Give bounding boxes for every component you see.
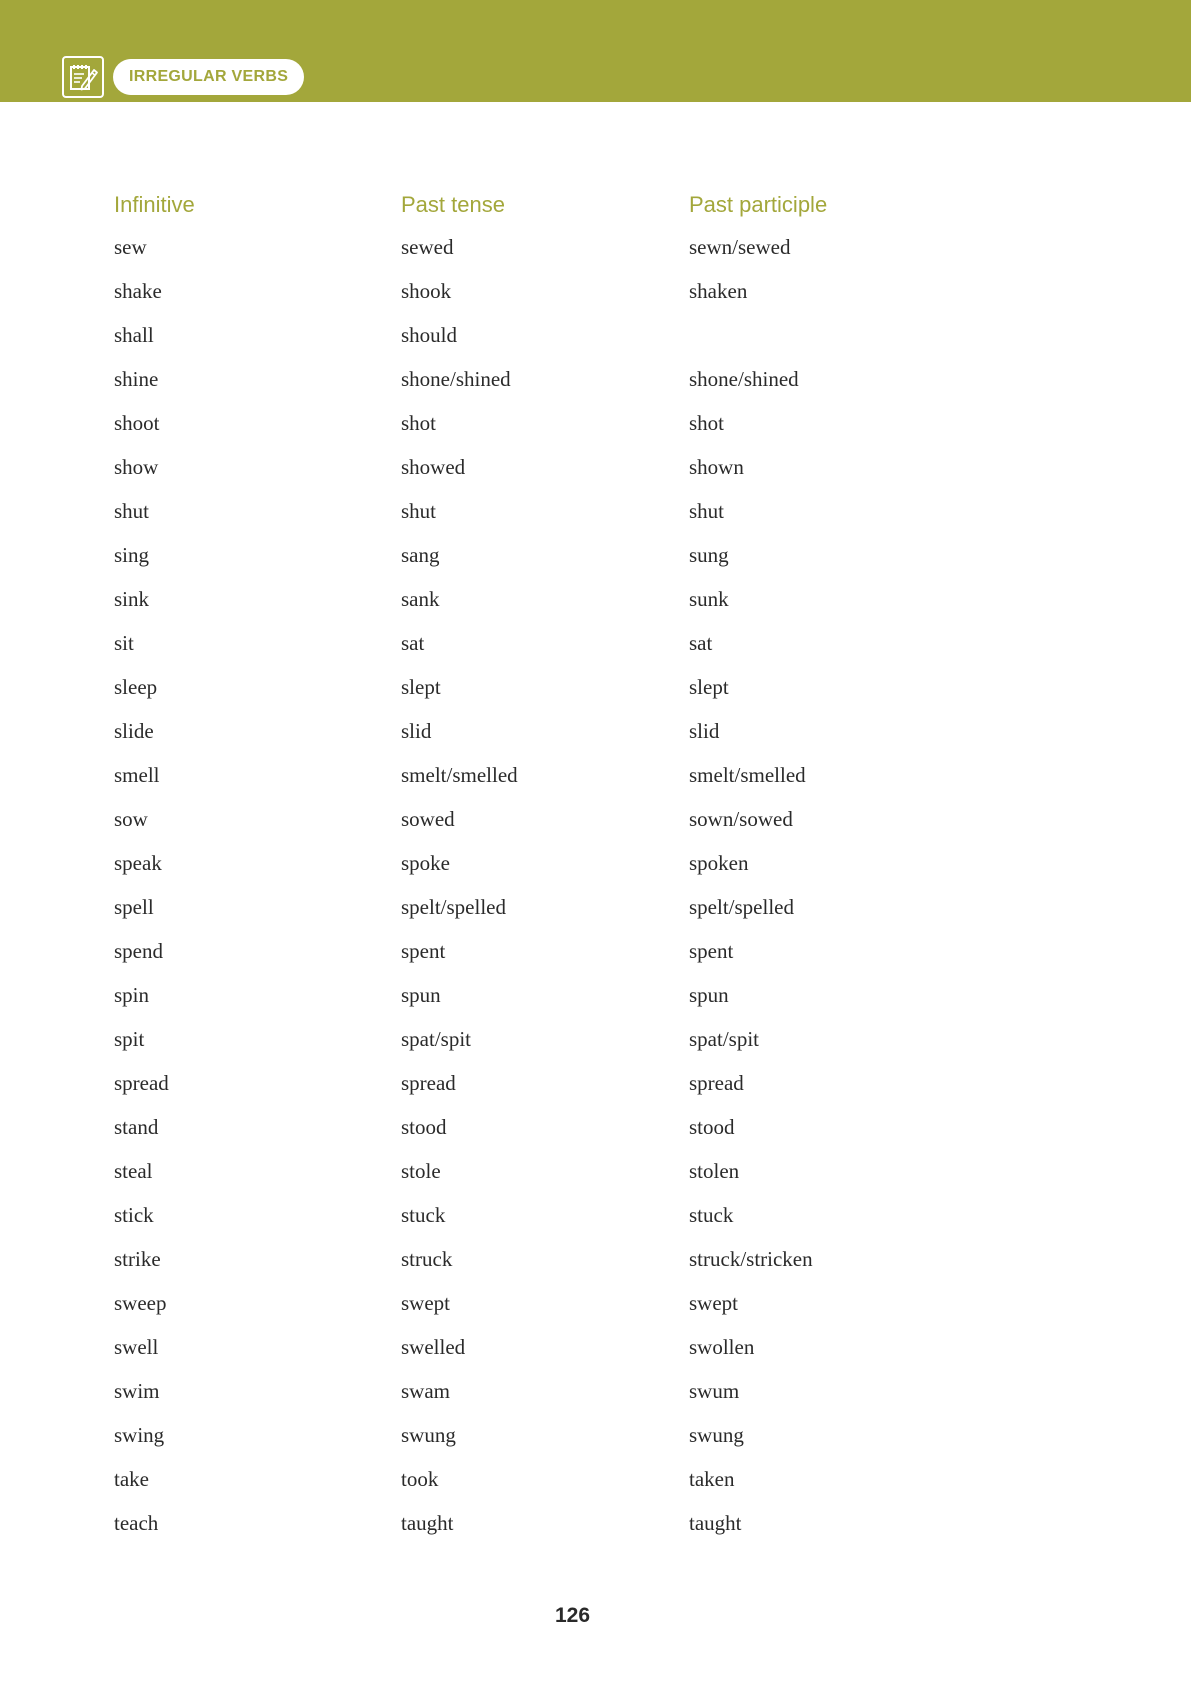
cell-past-tense: slept — [401, 675, 441, 699]
cell-infinitive: shine — [114, 367, 159, 391]
cell-past-participle: slid — [689, 719, 720, 743]
cell-past-tense: stuck — [401, 1203, 446, 1227]
cell-past-participle: stood — [689, 1115, 735, 1139]
cell-infinitive: take — [114, 1467, 149, 1491]
cell-infinitive: sink — [114, 587, 150, 611]
cell-past-participle: shone/shined — [689, 367, 799, 391]
cell-infinitive: sew — [114, 235, 147, 259]
cell-infinitive: spell — [114, 895, 154, 919]
cell-infinitive: sweep — [114, 1291, 167, 1315]
cell-past-tense: shone/shined — [401, 367, 511, 391]
cell-infinitive: shut — [114, 499, 150, 523]
cell-infinitive: steal — [114, 1159, 153, 1183]
cell-infinitive: spin — [114, 983, 150, 1007]
cell-past-tense: swept — [401, 1291, 450, 1315]
cell-infinitive: stick — [114, 1203, 154, 1227]
column-header-past-tense: Past tense — [401, 192, 505, 217]
cell-past-participle: struck/stricken — [689, 1247, 813, 1271]
cell-past-tense: sewed — [401, 235, 454, 259]
cell-past-tense: swam — [401, 1379, 450, 1403]
cell-infinitive: shake — [114, 279, 162, 303]
cell-past-participle: sat — [689, 631, 713, 655]
cell-past-tense: sat — [401, 631, 425, 655]
cell-infinitive: sleep — [114, 675, 158, 699]
cell-infinitive: strike — [114, 1247, 161, 1271]
cell-past-tense: spelt/spelled — [401, 895, 506, 919]
cell-past-participle: sung — [689, 543, 729, 567]
cell-past-participle: spelt/spelled — [689, 895, 794, 919]
cell-past-tense: shook — [401, 279, 452, 303]
cell-past-tense: shot — [401, 411, 437, 435]
cell-infinitive: swim — [114, 1379, 160, 1403]
cell-past-tense: smelt/smelled — [401, 763, 518, 787]
cell-past-participle: swollen — [689, 1335, 755, 1359]
cell-past-tense: spat/spit — [401, 1027, 472, 1051]
cell-past-participle: stolen — [689, 1159, 740, 1183]
cell-past-participle: spun — [689, 983, 729, 1007]
cell-infinitive: sow — [114, 807, 148, 831]
column-header-past-participle: Past participle — [689, 192, 828, 217]
cell-past-participle: shut — [689, 499, 725, 523]
page-number: 126 — [554, 1604, 591, 1627]
cell-past-tense: spread — [401, 1071, 456, 1095]
cell-past-participle: swum — [689, 1379, 740, 1403]
cell-past-tense: sank — [401, 587, 440, 611]
cell-past-participle: sown/sowed — [689, 807, 793, 831]
cell-past-tense: swelled — [401, 1335, 466, 1359]
cell-past-participle: shown — [689, 455, 744, 479]
column-header-infinitive: Infinitive — [114, 192, 195, 217]
cell-past-tense: showed — [401, 455, 466, 479]
cell-infinitive: teach — [114, 1511, 159, 1535]
cell-past-tense: slid — [401, 719, 432, 743]
cell-infinitive: show — [114, 455, 159, 479]
cell-past-tense: spent — [401, 939, 446, 963]
cell-past-tense: sang — [401, 543, 440, 567]
cell-past-participle: shot — [689, 411, 725, 435]
cell-infinitive: spread — [114, 1071, 169, 1095]
cell-past-tense: took — [401, 1467, 439, 1491]
section-label: IRREGULAR VERBS — [129, 68, 289, 85]
cell-past-tense: swung — [401, 1423, 456, 1447]
cell-past-tense: stood — [401, 1115, 447, 1139]
cell-past-participle: sewn/sewed — [689, 235, 791, 259]
cell-past-participle: taught — [689, 1511, 742, 1535]
cell-past-participle: sunk — [689, 587, 729, 611]
cell-past-tense: spun — [401, 983, 441, 1007]
cell-infinitive: swell — [114, 1335, 159, 1359]
cell-infinitive: stand — [114, 1115, 159, 1139]
cell-past-participle: spent — [689, 939, 734, 963]
cell-past-tense: spoke — [401, 851, 450, 875]
cell-past-tense: should — [401, 323, 458, 347]
cell-past-participle: shaken — [689, 279, 748, 303]
cell-past-tense: sowed — [401, 807, 455, 831]
cell-infinitive: sing — [114, 543, 150, 567]
cell-past-participle: stuck — [689, 1203, 734, 1227]
notepad-pencil-icon — [62, 56, 104, 98]
cell-infinitive: swing — [114, 1423, 165, 1447]
cell-infinitive: spend — [114, 939, 163, 963]
cell-infinitive: slide — [114, 719, 154, 743]
cell-past-participle: smelt/smelled — [689, 763, 806, 787]
cell-past-tense: taught — [401, 1511, 454, 1535]
cell-infinitive: speak — [114, 851, 162, 875]
cell-past-participle: spoken — [689, 851, 749, 875]
cell-infinitive: sit — [114, 631, 134, 655]
cell-infinitive: shall — [114, 323, 154, 347]
cell-past-participle: taken — [689, 1467, 735, 1491]
cell-past-tense: struck — [401, 1247, 453, 1271]
cell-infinitive: spit — [114, 1027, 145, 1051]
cell-past-tense: stole — [401, 1159, 441, 1183]
cell-past-tense: shut — [401, 499, 437, 523]
cell-past-participle: swept — [689, 1291, 738, 1315]
cell-past-participle: swung — [689, 1423, 744, 1447]
cell-past-participle: slept — [689, 675, 729, 699]
section-label-pill — [113, 59, 304, 95]
cell-infinitive: smell — [114, 763, 160, 787]
cell-past-participle: spread — [689, 1071, 744, 1095]
cell-infinitive: shoot — [114, 411, 160, 435]
cell-past-participle: spat/spit — [689, 1027, 760, 1051]
